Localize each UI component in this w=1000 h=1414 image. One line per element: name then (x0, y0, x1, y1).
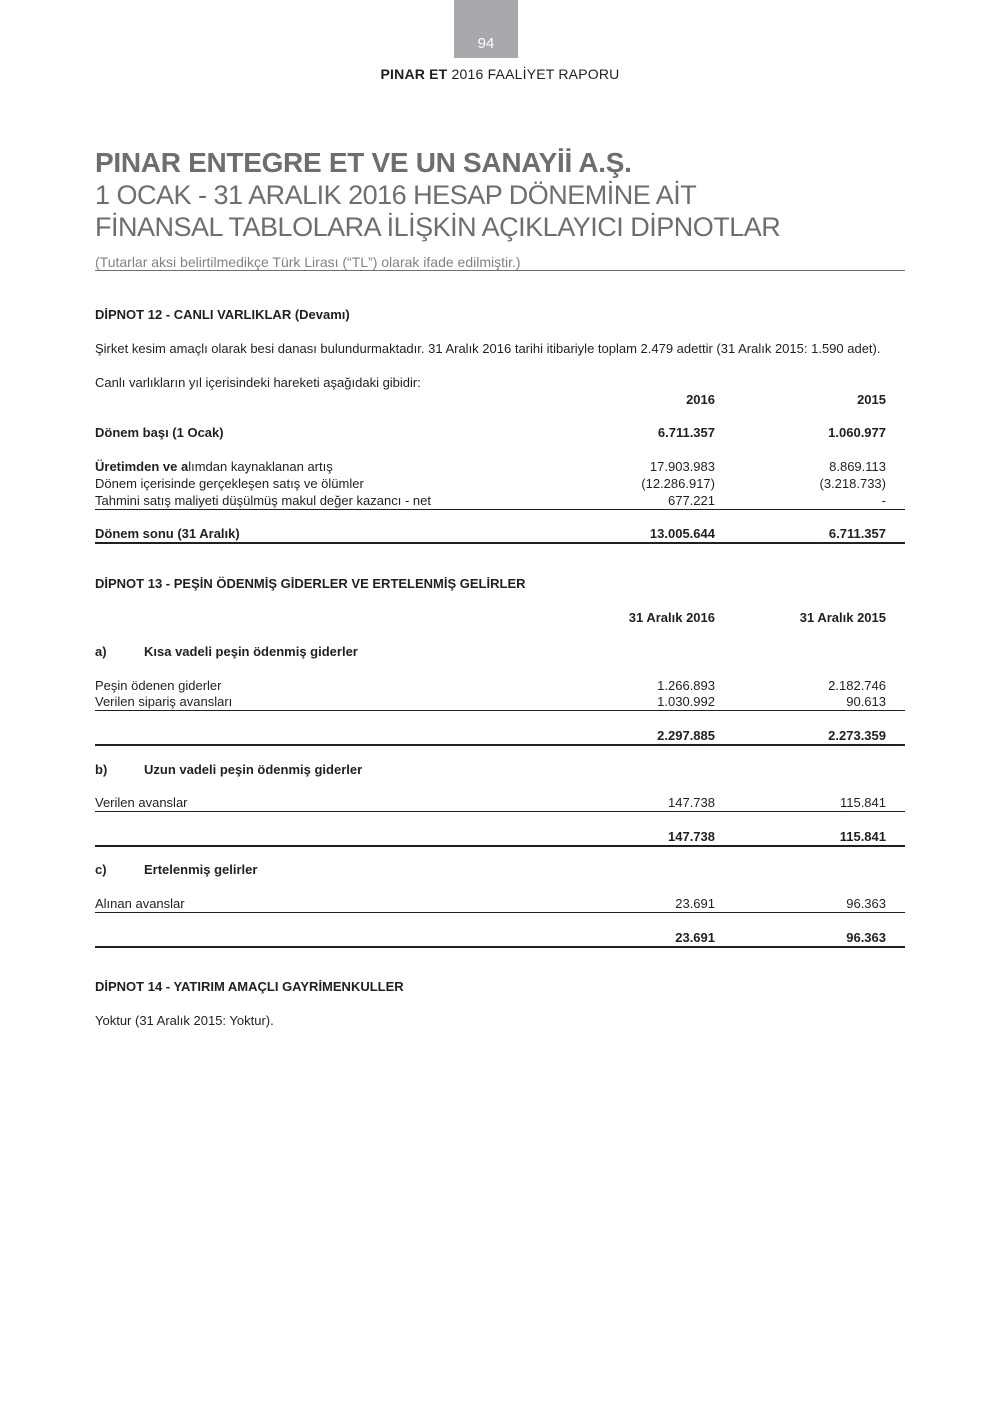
section-b-row-2016: 147.738 (668, 795, 715, 810)
note14-text: Yoktur (31 Aralık 2015: Yoktur). (95, 1013, 274, 1028)
notes-title: FİNANSAL TABLOLARA İLİŞKİN AÇIKLAYICI DİPNOTLAR (95, 212, 781, 242)
section-a-divider (95, 710, 905, 711)
section-b-letter: b) (95, 762, 108, 777)
note13-heading: DİPNOT 13 - PEŞİN ÖDENMİŞ GİDERLER VE ERTELENMİŞ GELİRLER (95, 576, 526, 591)
section-a-row-2016: 1.030.992 (657, 694, 715, 709)
movement-row-label: Tahmini satış maliyeti düşülmüş makul değer kazancı - net (95, 493, 431, 508)
section-b-total-divider (95, 845, 905, 847)
section-c-row-label: Alınan avanslar (95, 896, 185, 911)
section-c-title: Ertelenmiş gelirler (144, 862, 258, 877)
page-number: 94 (477, 35, 495, 52)
movement-row-2015: - (881, 493, 886, 508)
movement-row-2015: 8.869.113 (829, 459, 886, 474)
closing-label: Dönem sonu (31 Aralık) (95, 526, 240, 541)
subtotal-divider (95, 509, 905, 510)
section-c-row-2016: 23.691 (675, 896, 715, 911)
note12-intro: Canlı varlıkların yıl içerisindeki hareketi aşağıdaki gibidir: (95, 375, 421, 390)
section-a-total-2015: 2.273.359 (828, 728, 886, 743)
section-a-row-label: Verilen sipariş avansları (95, 694, 233, 709)
page-number-tab (454, 0, 518, 58)
total-divider (95, 542, 905, 544)
note13-col-2015: 31 Aralık 2015 (799, 610, 886, 625)
section-a-row-label: Peşin ödenen giderler (95, 678, 222, 693)
section-a-row-2015: 90.613 (846, 694, 886, 709)
report-header (0, 66, 1000, 82)
company-title: PINAR ENTEGRE ET VE UN SANAYİİ A.Ş. (95, 147, 632, 178)
note12-col-2016: 2016 (686, 392, 715, 407)
movement-row-label-bold: Üretimden ve a (95, 459, 189, 474)
section-a-total-2016: 2.297.885 (657, 728, 715, 743)
title-divider (95, 270, 905, 271)
opening-2016: 6.711.357 (657, 425, 715, 440)
opening-2015: 1.060.977 (828, 425, 886, 440)
movement-row-label (95, 459, 333, 474)
movement-row-label: Dönem içerisinde gerçekleşen satış ve ölümler (95, 476, 364, 491)
section-a-row-2015: 2.182.746 (828, 678, 886, 693)
report-brand: PINAR ET (380, 66, 448, 82)
section-a-row-2016: 1.266.893 (657, 678, 715, 693)
movement-row-label-rest: lımdan kaynaklanan artış (188, 459, 333, 474)
section-c-divider (95, 912, 905, 913)
section-b-title: Uzun vadeli peşin ödenmiş giderler (144, 762, 363, 777)
movement-row-2015: (3.218.733) (819, 476, 886, 491)
period-title: 1 OCAK - 31 ARALIK 2016 HESAP DÖNEMİNE AİT (95, 180, 697, 210)
closing-2015: 6.711.357 (828, 526, 886, 541)
section-c-row-2015: 96.363 (846, 896, 886, 911)
movement-row-2016: 17.903.983 (649, 459, 715, 474)
section-c-total-2015: 96.363 (846, 930, 886, 945)
section-b-row-label: Verilen avanslar (95, 795, 188, 810)
section-c-letter: c) (95, 862, 107, 877)
section-a-total-divider (95, 744, 905, 746)
section-a-title: Kısa vadeli peşin ödenmiş giderler (144, 644, 358, 659)
currency-note: (Tutarlar aksi belirtilmedikçe Türk Lirası (“TL”) olarak ifade edilmiştir.) (95, 254, 521, 270)
note14-heading: DİPNOT 14 - YATIRIM AMAÇLI GAYRİMENKULLER (95, 979, 404, 994)
opening-label: Dönem başı (1 Ocak) (95, 425, 224, 440)
note12-heading: DİPNOT 12 - CANLI VARLIKLAR (Devamı) (95, 307, 350, 322)
section-c-total-divider (95, 946, 905, 948)
section-a-letter: a) (95, 644, 107, 659)
report-name: 2016 FAALİYET RAPORU (451, 66, 620, 82)
section-b-row-2015: 115.841 (839, 795, 886, 810)
movement-row-2016: (12.286.917) (641, 476, 715, 491)
note13-col-2016: 31 Aralık 2016 (628, 610, 715, 625)
section-c-total-2016: 23.691 (675, 930, 715, 945)
note12-paragraph: Şirket kesim amaçlı olarak besi danası bulundurmaktadır. 31 Aralık 2016 tarihi itibariyle toplam 2.479 adettir (31 Aralık 2015: 1.590 adet). (95, 341, 881, 356)
closing-2016: 13.005.644 (649, 526, 715, 541)
note12-col-2015: 2015 (857, 392, 886, 407)
section-b-total-2016: 147.738 (668, 829, 715, 844)
section-b-divider (95, 811, 905, 812)
section-b-total-2015: 115.841 (839, 829, 886, 844)
movement-row-2016: 677.221 (668, 493, 715, 508)
